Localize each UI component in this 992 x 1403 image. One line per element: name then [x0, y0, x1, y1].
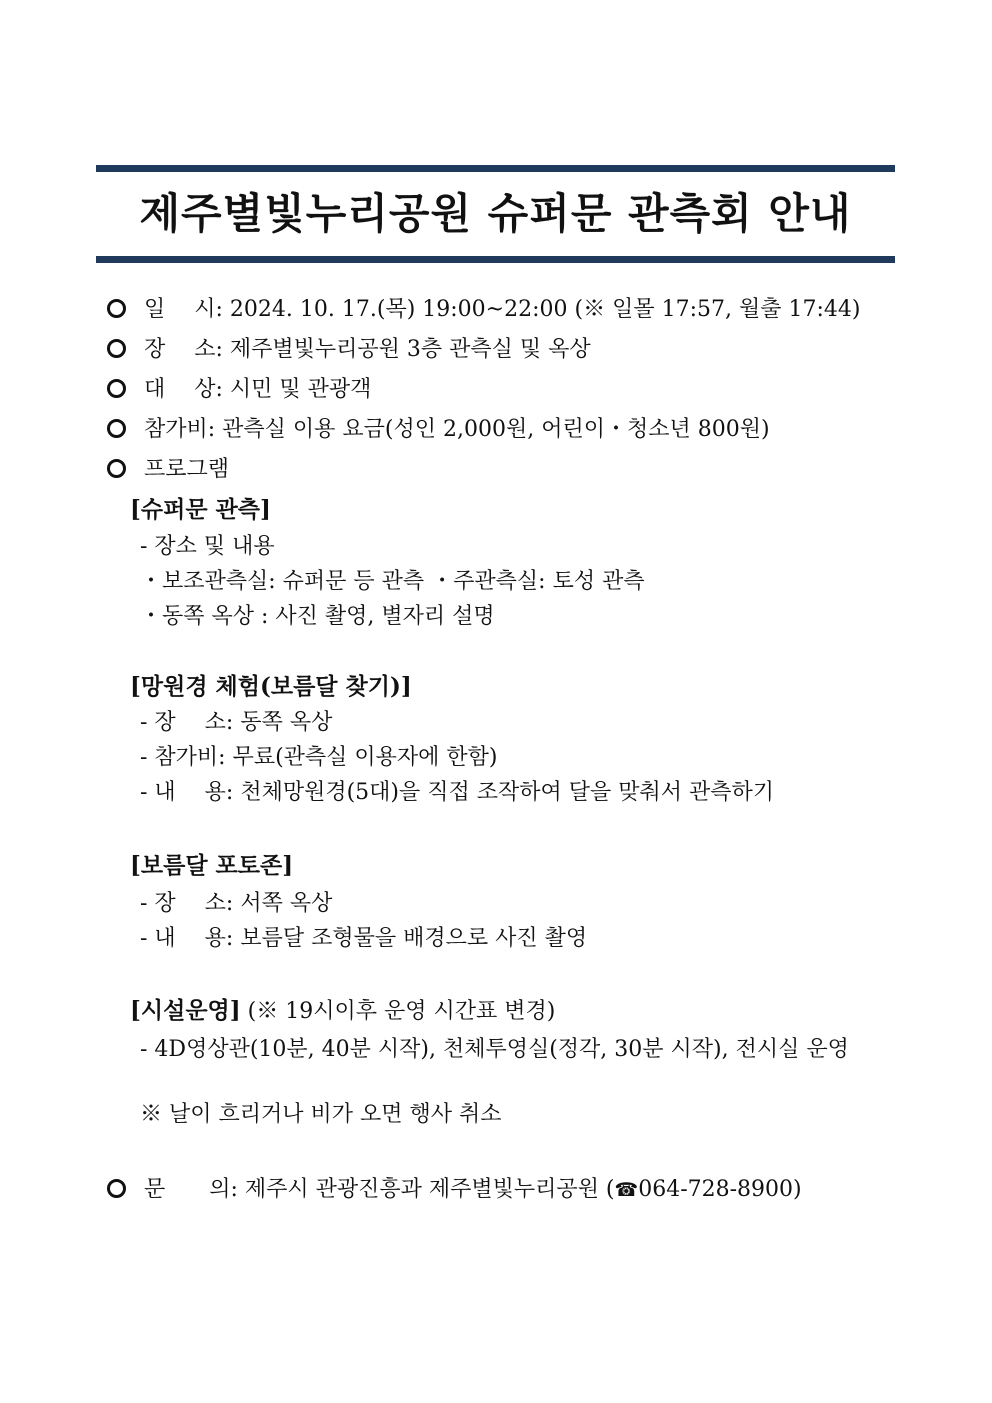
cancel-note: ※ 날이 흐리거나 비가 오면 행사 취소: [140, 1102, 502, 1127]
section-heading-facility: [시설운영]: [130, 997, 241, 1024]
circle-bullet-icon: [107, 459, 126, 478]
item-label: 일 시:: [144, 297, 223, 322]
section-line: - 장 소: 서쪽 옥상: [140, 891, 333, 916]
section-line: ・보조관측실: 슈퍼문 등 관측 ・주관측실: 토성 관측: [140, 569, 645, 594]
title-top-rule: [96, 165, 895, 172]
section-heading-note: (※ 19시이후 운영 시간표 변경): [247, 999, 556, 1024]
section-line: - 참가비: 무료(관측실 이용자에 한함): [140, 745, 498, 770]
info-item-contact: [107, 1175, 802, 1205]
section-heading-photozone: [보름달 포토존]: [130, 852, 294, 879]
info-item-fee: [107, 415, 770, 445]
circle-bullet-icon: [107, 339, 126, 358]
section-line: - 장 소: 동쪽 옥상: [140, 710, 333, 735]
item-value: 제주시 관광진흥과 제주별빛누리공원 (: [244, 1177, 615, 1202]
item-value: 관측실 이용 요금(성인 2,000원, 어린이・청소년 800원): [222, 417, 770, 442]
circle-bullet-icon: [107, 419, 126, 438]
item-value: 2024. 10. 17.(목) 19:00~22:00 (※ 일몰 17:57, 월출 17:44): [229, 297, 861, 322]
info-item-target: [107, 375, 371, 405]
section-line: - 내 용: 보름달 조형물을 배경으로 사진 촬영: [140, 926, 588, 951]
info-item-date: [107, 295, 860, 325]
item-label: 대 상:: [144, 377, 223, 402]
info-item-place: [107, 335, 591, 365]
circle-bullet-icon: [107, 299, 126, 318]
section-heading-telescope: [망원경 체험(보름달 찾기)]: [130, 673, 412, 700]
item-value: 제주별빛누리공원 3층 관측실 및 옥상: [229, 337, 591, 362]
title-block: [96, 165, 895, 265]
circle-bullet-icon: [107, 379, 126, 398]
info-item-program: [107, 455, 229, 485]
item-value: 시민 및 관광객: [229, 377, 372, 402]
item-label: 문 의:: [144, 1177, 238, 1202]
circle-bullet-icon: [107, 1179, 126, 1198]
section-line: - 장소 및 내용: [140, 534, 275, 559]
phone-number: 064-728-8900): [638, 1177, 802, 1202]
item-label: 장 소:: [144, 337, 223, 362]
title-bottom-rule: [96, 256, 895, 263]
telephone-icon: ☎: [614, 1179, 639, 1201]
section-line: - 4D영상관(10분, 40분 시작), 천체투영실(정각, 30분 시작), 전시실 운영: [140, 1037, 849, 1062]
section-line: - 내 용: 천체망원경(5대)을 직접 조작하여 달을 맞춰서 관측하기: [140, 780, 775, 805]
section-heading-supermoon: [슈퍼문 관측]: [130, 496, 271, 523]
item-label: 참가비:: [144, 417, 216, 442]
section-line: ・동쪽 옥상 : 사진 촬영, 별자리 설명: [140, 604, 495, 629]
item-label: 프로그램: [144, 457, 230, 482]
page-title: 제주별빛누리공원 슈퍼문 관측회 안내: [139, 189, 852, 238]
section-heading-facility-row: [130, 996, 555, 1027]
